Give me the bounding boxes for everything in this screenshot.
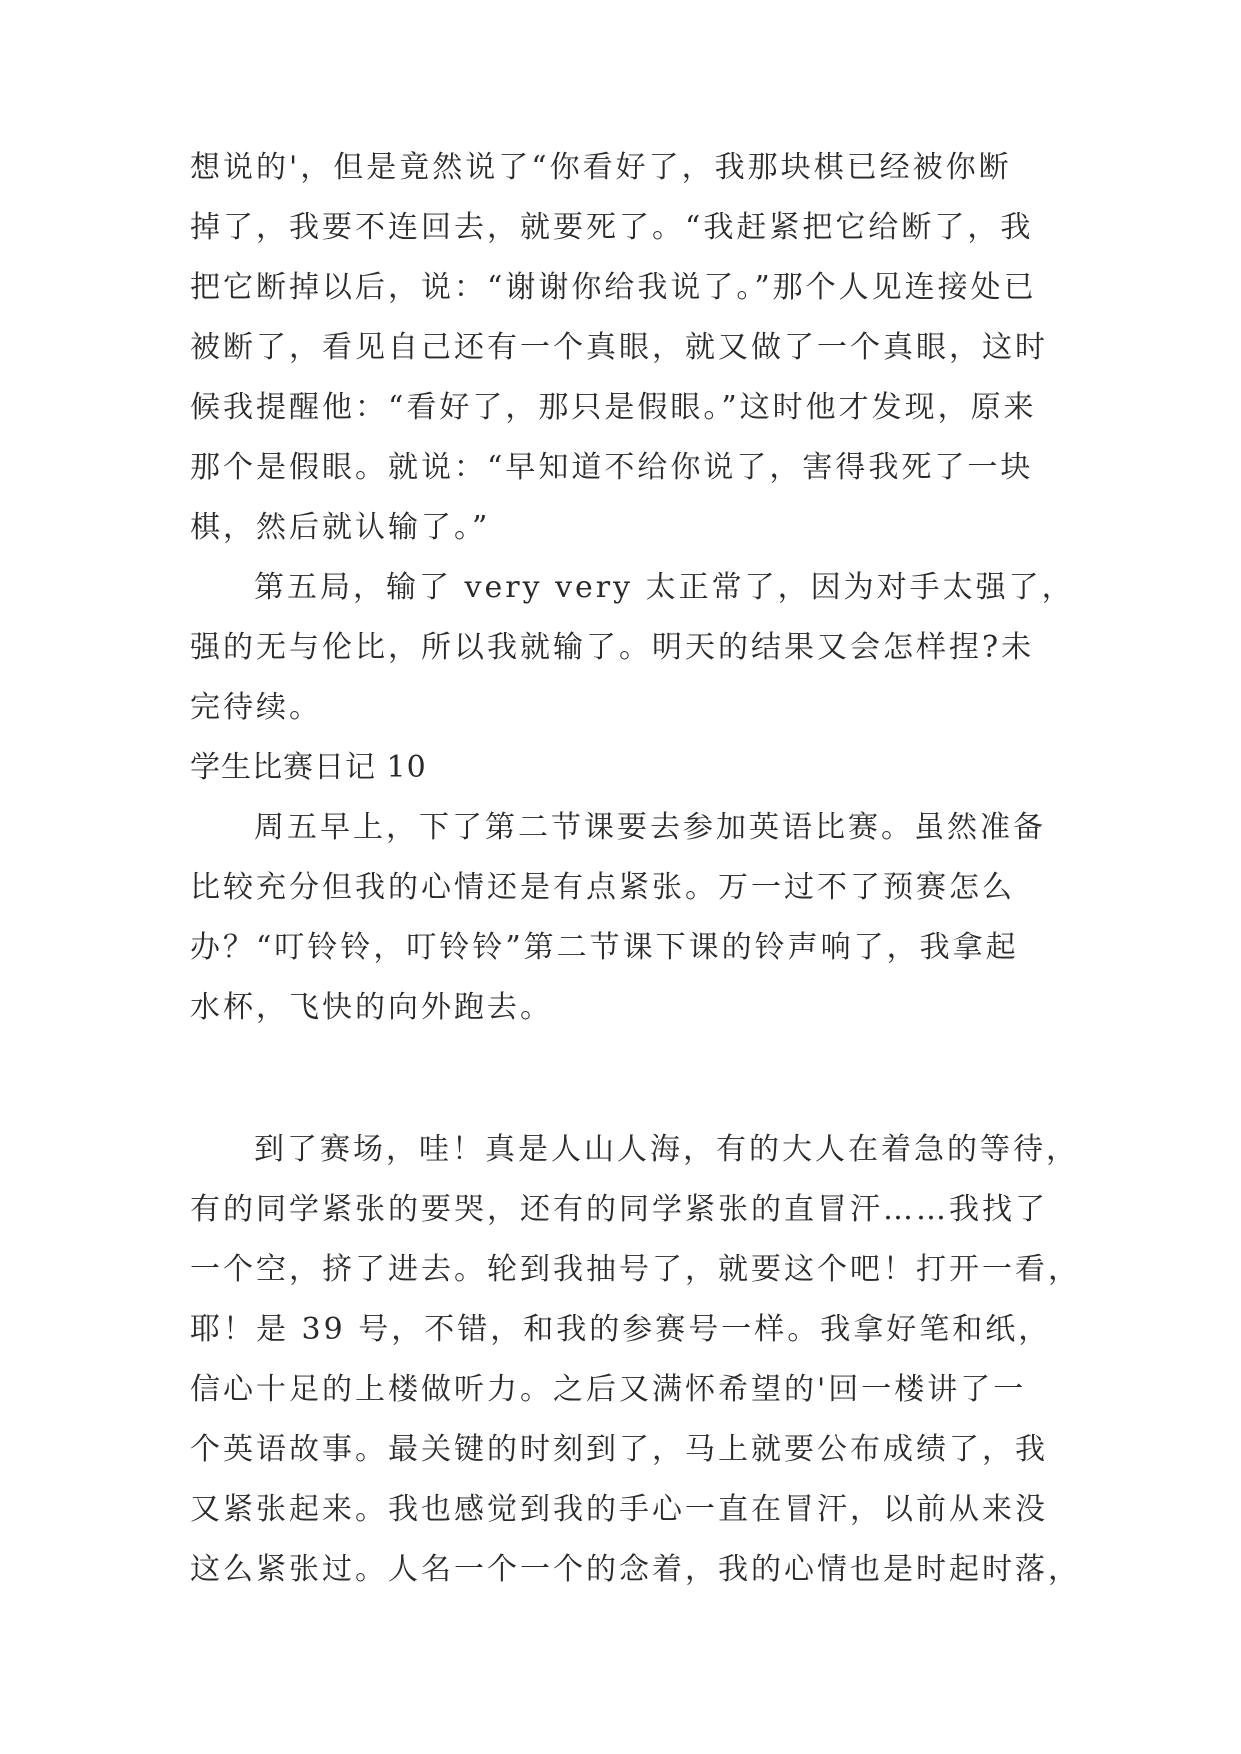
text-line: 棋，然后就认输了。”	[190, 510, 491, 545]
text-line: 这么紧张过。人名一个一个的念着，我的心情也是时起时落，	[190, 1552, 1081, 1587]
text-line: 又紧张起来。我也感觉到我的手心一直在冒汗，以前从来没	[190, 1492, 1048, 1527]
text-line: 到了赛场，哇！真是人山人海，有的大人在着急的等待，	[254, 1132, 1079, 1167]
text-line: 想说的'，但是竟然说了“你看好了，我那块棋已经被你断	[190, 150, 1012, 185]
text-line: 耶！是 39 号，不错，和我的参赛号一样。我拿好笔和纸，	[190, 1312, 1052, 1347]
text-line: 强的无与伦比，所以我就输了。明天的结果又会怎样捏?未	[190, 630, 1035, 665]
text-line: 水杯，飞快的向外跑去。	[190, 990, 553, 1025]
text-line: 那个是假眼。就说：“早知道不给你说了，害得我死了一块	[190, 450, 1034, 485]
text-line: 信心十足的上楼做听力。之后又满怀希望的'回一楼讲了一	[190, 1372, 1027, 1407]
text-line: 候我提醒他：“看好了，那只是假眼。”这时他才发现，原来	[190, 390, 1037, 425]
text-line: 完待续。	[190, 690, 322, 725]
text-line: 把它断掉以后，说：“谢谢你给我说了。”那个人见连接处已	[190, 270, 1037, 305]
text-line: 办？“叮铃铃，叮铃铃”第二节课下课的铃声响了，我拿起	[190, 930, 1019, 965]
text-line: 周五早上，下了第二节课要去参加英语比赛。虽然准备	[254, 810, 1046, 845]
text-line: 掉了，我要不连回去，就要死了。“我赶紧把它给断了，我	[190, 210, 1034, 245]
text-line: 第五局，输了 very very 太正常了，因为对手太强了，	[254, 570, 1075, 605]
section-heading: 学生比赛日记 10	[190, 750, 427, 785]
text-line: 有的同学紧张的要哭，还有的同学紧张的直冒汗……我找了	[190, 1192, 1048, 1227]
text-line: 被断了，看见自己还有一个真眼，就又做了一个真眼，这时	[190, 330, 1048, 365]
text-line: 个英语故事。最关键的时刻到了，马上就要公布成绩了，我	[190, 1432, 1048, 1467]
text-line: 比较充分但我的心情还是有点紧张。万一过不了预赛怎么	[190, 870, 1015, 905]
text-line: 一个空，挤了进去。轮到我抽号了，就要这个吧！打开一看，	[190, 1252, 1081, 1287]
